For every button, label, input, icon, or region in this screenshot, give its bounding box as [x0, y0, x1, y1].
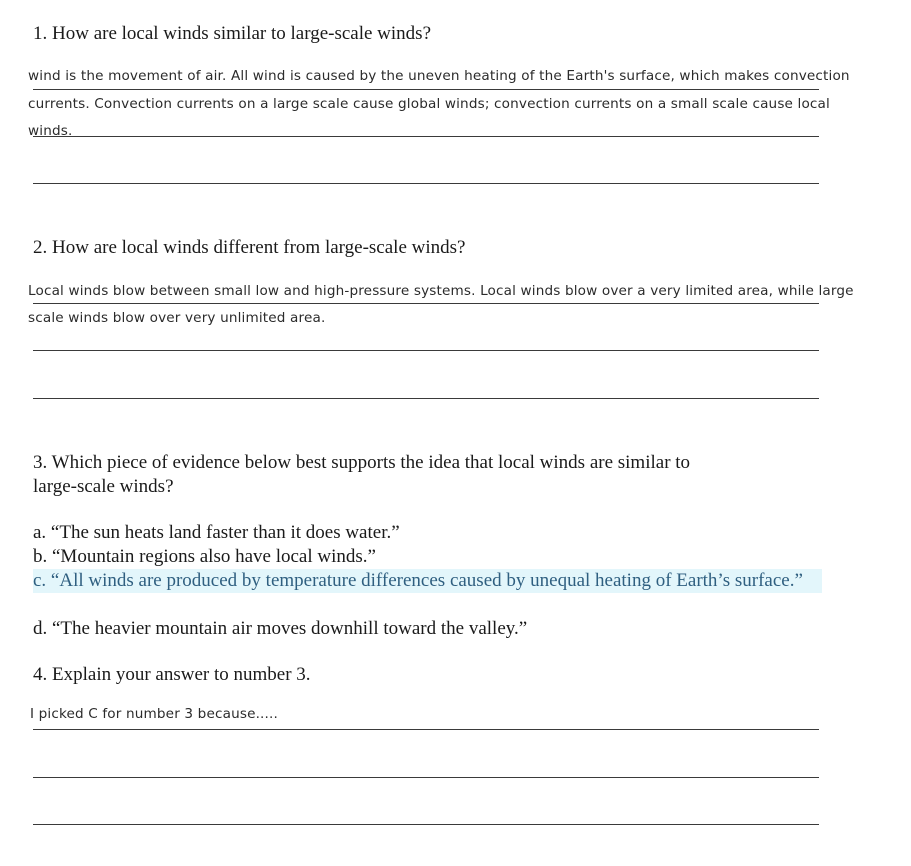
question-3-prompt-line-1: 3. Which piece of evidence below best supports the idea that local winds are similar to [33, 452, 691, 473]
option-b[interactable]: b. “Mountain regions also have local winds.” [33, 546, 376, 567]
answer-rule [33, 824, 819, 825]
answer-rule [33, 398, 819, 399]
question-2-answer-line-1[interactable]: Local winds blow between small low and high-pressure systems. Local winds blow over a very limited area, while large [28, 283, 854, 299]
answer-rule [33, 729, 819, 730]
answer-rule [33, 777, 819, 778]
option-d[interactable]: d. “The heavier mountain air moves downhill toward the valley.” [33, 618, 528, 639]
answer-rule [33, 89, 819, 90]
question-2-answer-line-2[interactable]: scale winds blow over very unlimited area. [28, 310, 326, 326]
answer-rule [33, 183, 819, 184]
answer-rule [33, 303, 819, 304]
question-3-prompt-line-2: large-scale winds? [33, 476, 174, 497]
question-1-answer-line-3[interactable]: winds. [28, 123, 73, 139]
question-2-prompt: 2. How are local winds different from large-scale winds? [33, 237, 466, 258]
option-c-selected[interactable]: c. “All winds are produced by temperature differences caused by unequal heating of Earth’s surface.” [33, 569, 822, 593]
option-a[interactable]: a. “The sun heats land faster than it does water.” [33, 522, 400, 543]
question-1-answer-line-2[interactable]: currents. Convection currents on a large scale cause global winds; convection currents on a small scale cause local [28, 96, 830, 112]
question-1-prompt: 1. How are local winds similar to large-scale winds? [33, 23, 432, 44]
question-4-prompt: 4. Explain your answer to number 3. [33, 664, 311, 685]
answer-rule [33, 136, 819, 137]
question-1-answer-line-1[interactable]: wind is the movement of air. All wind is caused by the uneven heating of the Earth's surface, which makes convection [28, 68, 850, 84]
question-4-answer[interactable]: I picked C for number 3 because..... [30, 706, 278, 722]
answer-rule [33, 350, 819, 351]
